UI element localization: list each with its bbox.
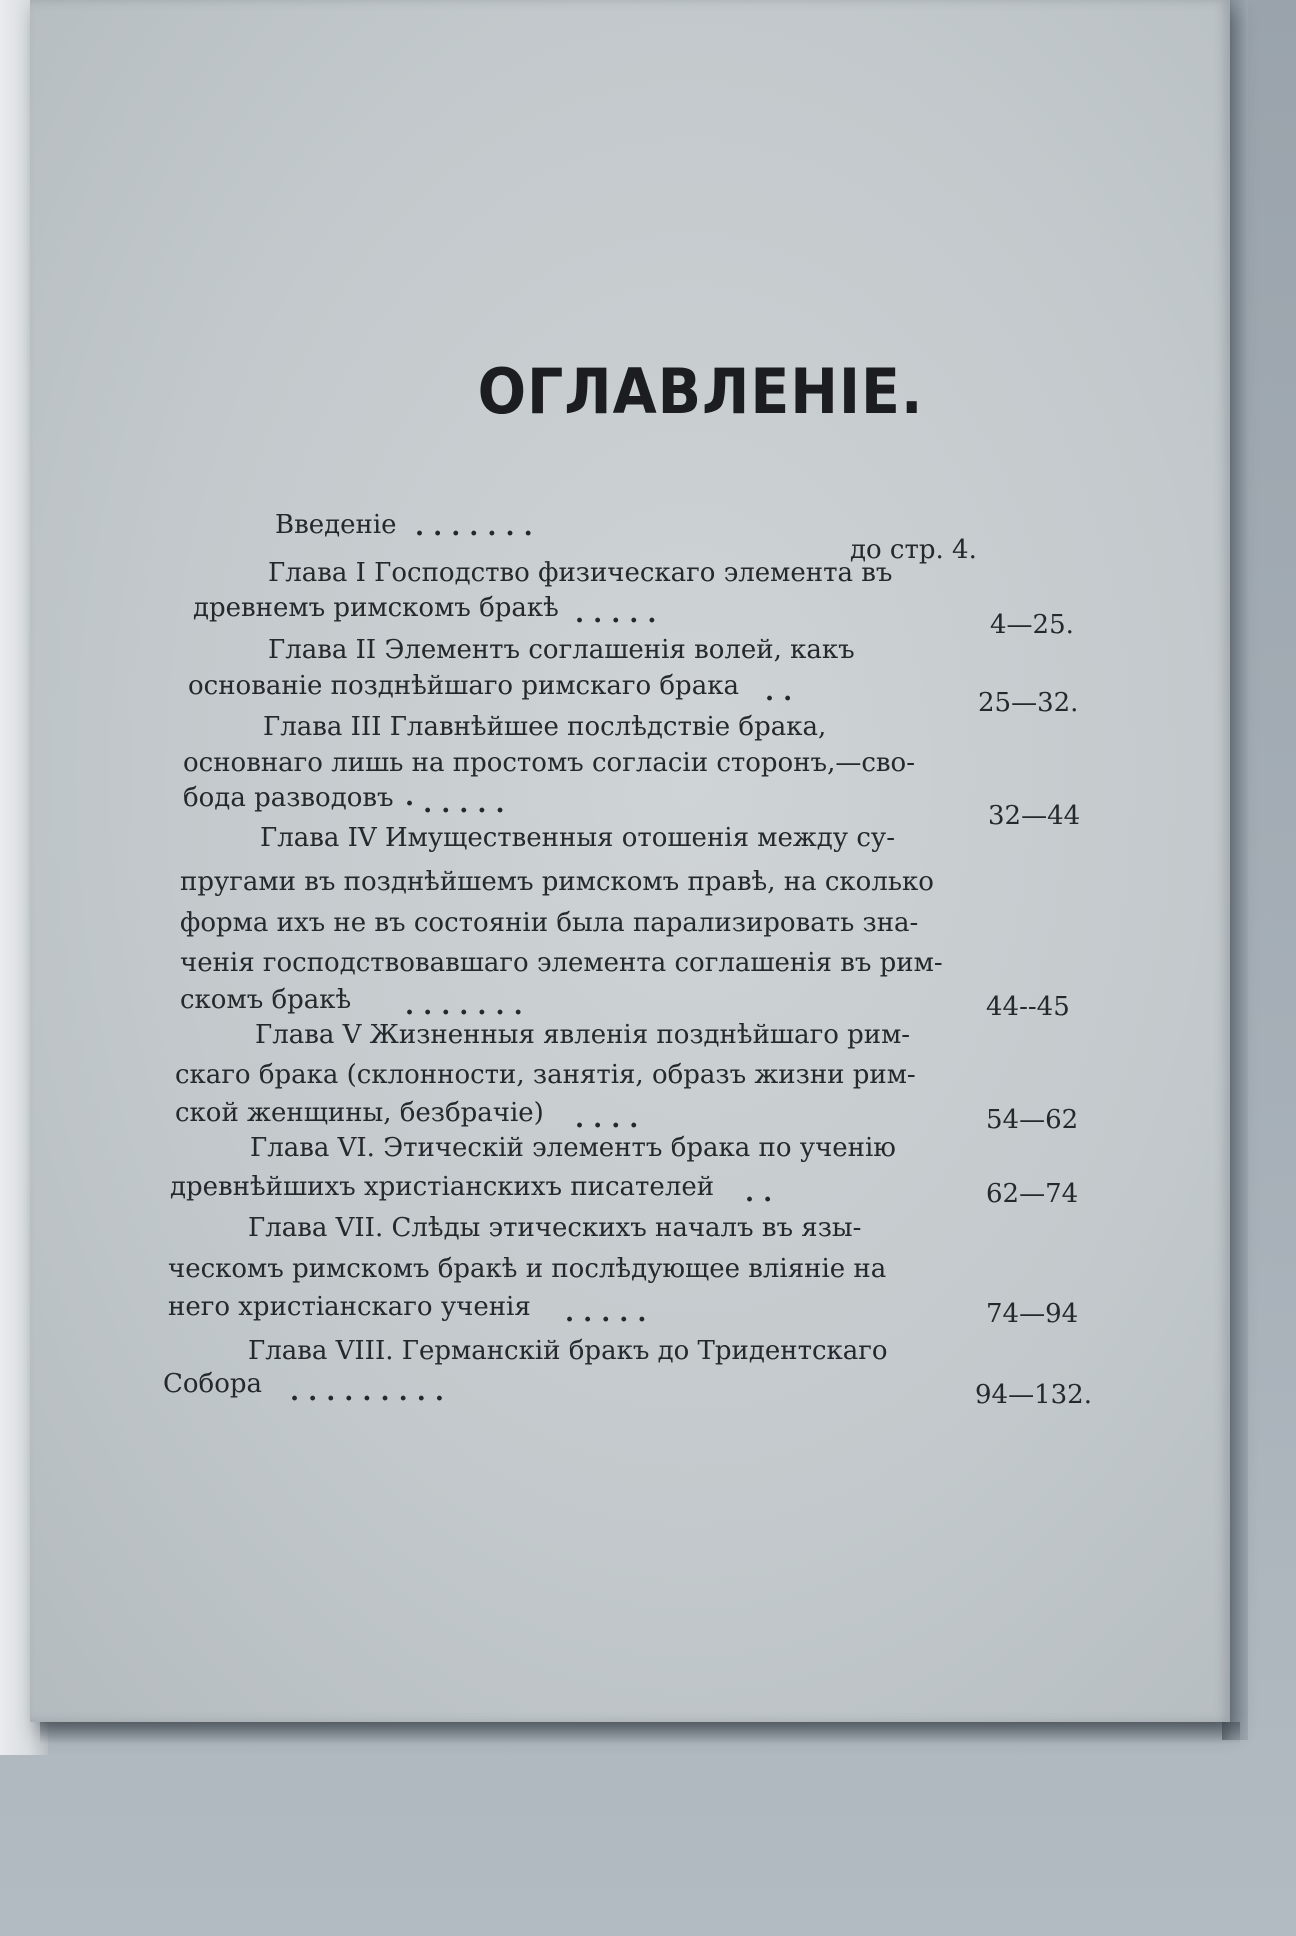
toc-entry-line: основаніе позднѣйшаго римскаго брака <box>188 671 739 701</box>
page-title: ОГЛАВЛЕНІЕ. <box>477 355 924 428</box>
toc-entry-line: него христіанскаго ученія <box>168 1292 531 1322</box>
toc-entry-line: Глава VII. Слѣды этическихъ началъ въ язы- <box>248 1213 862 1243</box>
page-range: 54—62 <box>986 1105 1079 1135</box>
toc-entry-line: Глава II Элементъ соглашенія волей, какъ <box>268 635 855 665</box>
leader-dots: . . . . <box>575 1104 639 1134</box>
toc-entry-line: скаго брака (склонности, занятія, образъ жизни рим- <box>175 1060 916 1090</box>
toc-entry-line: Глава III Главнѣйшее послѣдствіе брака, <box>263 712 827 742</box>
page-shadow <box>40 1722 1240 1744</box>
toc-entry-label: Введеніе <box>275 510 397 540</box>
leader-dots: . . . . . . . <box>405 991 523 1021</box>
toc-entry-line: Глава VIII. Германскій бракъ до Тридентскаго <box>248 1336 888 1366</box>
toc-entry-line: ческомъ римскомъ бракѣ и послѣдующее вліяніе на <box>168 1254 887 1284</box>
toc-entry-line: пругами въ позднѣйшемъ римскомъ правѣ, на сколько <box>180 867 934 897</box>
leader-dots: . . . . . <box>575 599 657 629</box>
toc-entry-line: Собора <box>163 1369 262 1399</box>
page-range: до стр. 4. <box>850 535 977 565</box>
toc-entry-line: ченія господствовавшаго элемента соглашенія въ рим- <box>180 948 943 978</box>
leader-dots: · . . . . . <box>405 789 505 819</box>
page-range: 44--45 <box>986 992 1070 1022</box>
page-range: 25—32. <box>978 688 1079 718</box>
toc-entry-line: форма ихъ не въ состояніи была парализировать зна- <box>180 908 919 938</box>
toc-entry-line: Глава IV Имущественныя отошенія между су- <box>260 823 895 853</box>
leader-dots: . . . . . . . <box>415 512 533 542</box>
book-page <box>30 0 1230 1722</box>
toc-entry-line: скомъ бракѣ <box>180 985 352 1015</box>
toc-entry-line: ской женщины, безбрачіе) <box>175 1098 544 1128</box>
toc-entry-line: Глава VI. Этическій элементъ брака по ученію <box>250 1133 896 1163</box>
page-range: 32—44 <box>988 801 1081 831</box>
toc-entry-line: Глава I Господство физическаго элемента въ <box>268 558 893 588</box>
toc-entry-line: бода разводовъ <box>183 783 394 813</box>
leader-dots: . . . . . . . . . <box>290 1377 444 1407</box>
page-range: 62—74 <box>986 1179 1079 1209</box>
toc-entry-line: основнаго лишь на простомъ согласіи сторонъ,—сво- <box>183 748 915 778</box>
page-range: 4—25. <box>990 610 1074 640</box>
page-range: 94—132. <box>975 1380 1092 1410</box>
toc-entry-line: древнѣйшихъ христіанскихъ писателей <box>170 1172 715 1202</box>
leader-dots: . . . . . <box>565 1298 647 1328</box>
toc-entry-line: древнемъ римскомъ бракѣ <box>193 593 559 623</box>
leader-dots: . . <box>765 677 793 707</box>
leader-dots: . . <box>745 1178 773 1208</box>
page-range: 74—94 <box>986 1299 1079 1329</box>
toc-entry-line: Глава V Жизненныя явленія позднѣйшаго рим- <box>255 1020 911 1050</box>
